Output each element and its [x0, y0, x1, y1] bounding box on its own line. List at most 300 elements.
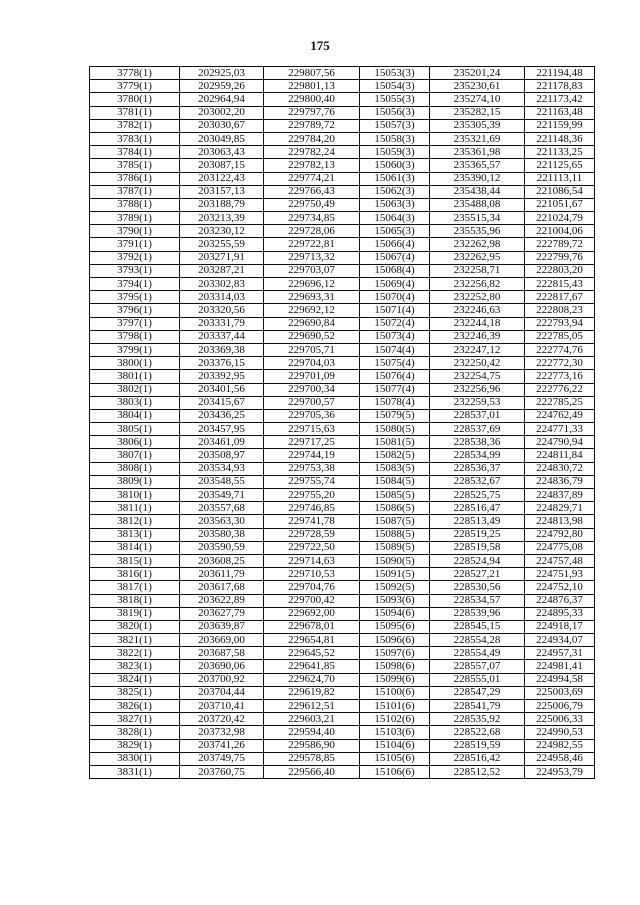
cell-point-id-right: 15083(5)	[360, 462, 430, 475]
cell-y-right: 221159,99	[525, 119, 595, 132]
cell-y-right: 222815,43	[525, 278, 595, 291]
cell-y-left: 229701,09	[264, 370, 360, 383]
cell-point-id-left: 3783(1)	[90, 132, 180, 145]
cell-x-left: 203627,79	[180, 607, 264, 620]
cell-x-right: 228537,69	[430, 423, 525, 436]
cell-y-left: 229746,85	[264, 502, 360, 515]
table-row	[90, 343, 595, 356]
cell-y-left: 229797,76	[264, 106, 360, 119]
cell-y-right: 221173,42	[525, 93, 595, 106]
cell-y-left: 229755,20	[264, 489, 360, 502]
cell-x-right: 235365,57	[430, 159, 525, 172]
cell-y-right: 221133,25	[525, 146, 595, 159]
cell-x-right: 228554,28	[430, 634, 525, 647]
cell-y-right: 221163,48	[525, 106, 595, 119]
table-row	[90, 291, 595, 304]
cell-y-right: 221024,79	[525, 212, 595, 225]
cell-point-id-left: 3800(1)	[90, 357, 180, 370]
cell-point-id-right: 15067(4)	[360, 251, 430, 264]
cell-y-right: 224918,17	[525, 620, 595, 633]
cell-x-right: 232258,71	[430, 264, 525, 277]
cell-x-left: 202964,94	[180, 93, 264, 106]
cell-x-right: 228512,52	[430, 765, 525, 778]
cell-point-id-left: 3787(1)	[90, 185, 180, 198]
table-row	[90, 370, 595, 383]
cell-x-right: 228513,49	[430, 515, 525, 528]
cell-y-right: 224811,84	[525, 449, 595, 462]
cell-y-right: 222785,25	[525, 396, 595, 409]
cell-x-left: 203580,38	[180, 528, 264, 541]
cell-x-right: 235361,98	[430, 146, 525, 159]
cell-x-left: 203157,13	[180, 185, 264, 198]
cell-point-id-left: 3795(1)	[90, 291, 180, 304]
cell-point-id-right: 15058(3)	[360, 132, 430, 145]
cell-y-left: 229766,43	[264, 185, 360, 198]
cell-x-right: 228516,47	[430, 502, 525, 515]
cell-y-right: 221051,67	[525, 198, 595, 211]
cell-y-right: 221086,54	[525, 185, 595, 198]
cell-point-id-right: 15054(3)	[360, 80, 430, 93]
cell-x-left: 203534,93	[180, 462, 264, 475]
cell-x-left: 203401,56	[180, 383, 264, 396]
cell-point-id-right: 15104(6)	[360, 739, 430, 752]
table-row	[90, 660, 595, 673]
cell-point-id-right: 15103(6)	[360, 726, 430, 739]
cell-point-id-right: 15081(5)	[360, 436, 430, 449]
cell-x-right: 228516,42	[430, 752, 525, 765]
cell-point-id-left: 3824(1)	[90, 673, 180, 686]
table-row	[90, 726, 595, 739]
table-row	[90, 159, 595, 172]
cell-y-left: 229645,52	[264, 647, 360, 660]
cell-point-id-left: 3813(1)	[90, 528, 180, 541]
table-row	[90, 304, 595, 317]
table-row	[90, 713, 595, 726]
cell-x-right: 235390,12	[430, 172, 525, 185]
cell-y-left: 229774,21	[264, 172, 360, 185]
cell-x-left: 203508,97	[180, 449, 264, 462]
cell-point-id-right: 15087(5)	[360, 515, 430, 528]
cell-x-left: 203392,95	[180, 370, 264, 383]
cell-x-right: 232254,75	[430, 370, 525, 383]
cell-x-left: 203331,79	[180, 317, 264, 330]
cell-x-right: 235201,24	[430, 67, 525, 80]
cell-x-right: 232246,39	[430, 330, 525, 343]
cell-point-id-right: 15106(6)	[360, 765, 430, 778]
cell-point-id-left: 3814(1)	[90, 541, 180, 554]
table-row	[90, 475, 595, 488]
table-row	[90, 80, 595, 93]
cell-y-left: 229734,85	[264, 212, 360, 225]
table-row	[90, 185, 595, 198]
cell-point-id-left: 3804(1)	[90, 409, 180, 422]
cell-x-left: 203622,89	[180, 594, 264, 607]
cell-x-left: 203287,21	[180, 264, 264, 277]
cell-x-right: 232256,96	[430, 383, 525, 396]
page-number: 175	[310, 38, 330, 53]
cell-x-right: 232247,12	[430, 343, 525, 356]
cell-point-id-left: 3830(1)	[90, 752, 180, 765]
cell-point-id-left: 3828(1)	[90, 726, 180, 739]
cell-x-right: 228547,29	[430, 686, 525, 699]
cell-point-id-right: 15088(5)	[360, 528, 430, 541]
cell-x-right: 235305,39	[430, 119, 525, 132]
cell-y-right: 224876,37	[525, 594, 595, 607]
cell-x-left: 203302,83	[180, 278, 264, 291]
cell-y-left: 229744,19	[264, 449, 360, 462]
cell-point-id-right: 15068(4)	[360, 264, 430, 277]
cell-x-left: 203690,06	[180, 660, 264, 673]
cell-y-right: 222773,16	[525, 370, 595, 383]
cell-y-right: 224752,10	[525, 581, 595, 594]
cell-y-left: 229722,50	[264, 541, 360, 554]
cell-y-left: 229654,81	[264, 634, 360, 647]
cell-y-left: 229728,06	[264, 225, 360, 238]
table-row	[90, 554, 595, 567]
cell-y-left: 229715,63	[264, 423, 360, 436]
cell-point-id-right: 15074(4)	[360, 343, 430, 356]
cell-x-left: 203710,41	[180, 700, 264, 713]
cell-point-id-left: 3819(1)	[90, 607, 180, 620]
cell-point-id-left: 3807(1)	[90, 449, 180, 462]
cell-x-right: 235488,08	[430, 198, 525, 211]
cell-x-right: 228536,37	[430, 462, 525, 475]
cell-y-right: 224757,48	[525, 554, 595, 567]
table-row	[90, 251, 595, 264]
cell-point-id-left: 3786(1)	[90, 172, 180, 185]
cell-y-right: 224762,49	[525, 409, 595, 422]
cell-point-id-right: 15098(6)	[360, 660, 430, 673]
cell-x-left: 203314,03	[180, 291, 264, 304]
cell-point-id-left: 3779(1)	[90, 80, 180, 93]
cell-y-left: 229782,13	[264, 159, 360, 172]
cell-point-id-right: 15063(3)	[360, 198, 430, 211]
cell-x-left: 203669,00	[180, 634, 264, 647]
cell-point-id-right: 15091(5)	[360, 568, 430, 581]
cell-point-id-left: 3810(1)	[90, 489, 180, 502]
cell-y-left: 229700,34	[264, 383, 360, 396]
cell-point-id-right: 15089(5)	[360, 541, 430, 554]
cell-x-left: 203122,43	[180, 172, 264, 185]
cell-point-id-left: 3803(1)	[90, 396, 180, 409]
table-row	[90, 739, 595, 752]
table-row	[90, 607, 595, 620]
cell-y-left: 229704,76	[264, 581, 360, 594]
cell-x-left: 203557,68	[180, 502, 264, 515]
cell-x-left: 203457,95	[180, 423, 264, 436]
cell-x-right: 228530,56	[430, 581, 525, 594]
table-row	[90, 396, 595, 409]
cell-x-right: 232259,53	[430, 396, 525, 409]
coordinates-table	[89, 66, 595, 779]
cell-x-right: 228539,96	[430, 607, 525, 620]
cell-point-id-right: 15059(3)	[360, 146, 430, 159]
cell-point-id-left: 3802(1)	[90, 383, 180, 396]
cell-point-id-left: 3825(1)	[90, 686, 180, 699]
cell-x-left: 203030,67	[180, 119, 264, 132]
cell-point-id-right: 15085(5)	[360, 489, 430, 502]
cell-x-left: 203720,42	[180, 713, 264, 726]
table-row	[90, 225, 595, 238]
cell-x-right: 235438,44	[430, 185, 525, 198]
table-row	[90, 132, 595, 145]
table-row	[90, 594, 595, 607]
cell-y-left: 229705,36	[264, 409, 360, 422]
cell-point-id-right: 15100(6)	[360, 686, 430, 699]
cell-x-left: 203049,85	[180, 132, 264, 145]
coordinates-table-body	[90, 67, 595, 779]
table-row	[90, 93, 595, 106]
cell-point-id-left: 3784(1)	[90, 146, 180, 159]
cell-x-right: 232262,95	[430, 251, 525, 264]
cell-point-id-left: 3811(1)	[90, 502, 180, 515]
cell-x-left: 203741,26	[180, 739, 264, 752]
cell-point-id-right: 15079(5)	[360, 409, 430, 422]
cell-x-left: 202925,03	[180, 67, 264, 80]
cell-y-left: 229801,13	[264, 80, 360, 93]
cell-y-left: 229612,51	[264, 700, 360, 713]
cell-y-right: 224790,94	[525, 436, 595, 449]
cell-point-id-left: 3785(1)	[90, 159, 180, 172]
cell-x-left: 203255,59	[180, 238, 264, 251]
cell-point-id-left: 3791(1)	[90, 238, 180, 251]
cell-point-id-right: 15096(6)	[360, 634, 430, 647]
cell-x-right: 235274,10	[430, 93, 525, 106]
cell-y-left: 229703,07	[264, 264, 360, 277]
cell-point-id-left: 3793(1)	[90, 264, 180, 277]
cell-point-id-right: 15077(4)	[360, 383, 430, 396]
cell-y-left: 229807,56	[264, 67, 360, 80]
cell-x-right: 228554,49	[430, 647, 525, 660]
cell-point-id-right: 15080(5)	[360, 423, 430, 436]
cell-y-right: 224981,41	[525, 660, 595, 673]
cell-y-left: 229789,72	[264, 119, 360, 132]
cell-x-right: 235321,69	[430, 132, 525, 145]
cell-y-left: 229578,85	[264, 752, 360, 765]
cell-point-id-left: 3789(1)	[90, 212, 180, 225]
cell-point-id-left: 3818(1)	[90, 594, 180, 607]
cell-y-left: 229704,03	[264, 357, 360, 370]
cell-y-right: 225006,79	[525, 700, 595, 713]
cell-point-id-left: 3801(1)	[90, 370, 180, 383]
cell-y-right: 222799,76	[525, 251, 595, 264]
table-row	[90, 489, 595, 502]
cell-point-id-left: 3781(1)	[90, 106, 180, 119]
cell-x-right: 232244,18	[430, 317, 525, 330]
table-row	[90, 278, 595, 291]
cell-point-id-left: 3822(1)	[90, 647, 180, 660]
cell-y-left: 229800,40	[264, 93, 360, 106]
cell-point-id-left: 3816(1)	[90, 568, 180, 581]
cell-x-left: 203700,92	[180, 673, 264, 686]
cell-y-left: 229741,78	[264, 515, 360, 528]
cell-point-id-right: 15060(3)	[360, 159, 430, 172]
cell-point-id-left: 3782(1)	[90, 119, 180, 132]
cell-point-id-right: 15055(3)	[360, 93, 430, 106]
cell-point-id-right: 15069(4)	[360, 278, 430, 291]
cell-y-right: 222789,72	[525, 238, 595, 251]
cell-x-right: 228537,01	[430, 409, 525, 422]
cell-point-id-right: 15086(5)	[360, 502, 430, 515]
cell-point-id-right: 15078(4)	[360, 396, 430, 409]
cell-x-left: 203213,39	[180, 212, 264, 225]
cell-y-left: 229619,82	[264, 686, 360, 699]
cell-x-right: 228524,94	[430, 554, 525, 567]
table-row	[90, 357, 595, 370]
cell-x-left: 203617,68	[180, 581, 264, 594]
cell-y-right: 224895,33	[525, 607, 595, 620]
cell-x-left: 203415,67	[180, 396, 264, 409]
table-row	[90, 423, 595, 436]
cell-y-left: 229700,42	[264, 594, 360, 607]
cell-point-id-right: 15084(5)	[360, 475, 430, 488]
cell-y-right: 222817,67	[525, 291, 595, 304]
cell-x-left: 203549,71	[180, 489, 264, 502]
table-row	[90, 568, 595, 581]
cell-point-id-right: 15064(3)	[360, 212, 430, 225]
table-row	[90, 436, 595, 449]
cell-y-left: 229678,01	[264, 620, 360, 633]
cell-y-right: 222772,30	[525, 357, 595, 370]
cell-x-right: 235230,61	[430, 80, 525, 93]
cell-x-left: 203337,44	[180, 330, 264, 343]
table-row	[90, 449, 595, 462]
cell-x-right: 228538,36	[430, 436, 525, 449]
cell-x-left: 203548,55	[180, 475, 264, 488]
cell-x-left: 203188,79	[180, 198, 264, 211]
cell-y-left: 229710,53	[264, 568, 360, 581]
table-row	[90, 634, 595, 647]
cell-y-right: 224994,58	[525, 673, 595, 686]
cell-y-right: 222774,76	[525, 343, 595, 356]
cell-point-id-left: 3794(1)	[90, 278, 180, 291]
cell-y-left: 229693,31	[264, 291, 360, 304]
cell-y-right: 224813,98	[525, 515, 595, 528]
table-row	[90, 106, 595, 119]
cell-y-right: 221004,06	[525, 225, 595, 238]
cell-y-right: 222803,20	[525, 264, 595, 277]
table-row	[90, 383, 595, 396]
cell-y-left: 229586,90	[264, 739, 360, 752]
cell-x-right: 232262,98	[430, 238, 525, 251]
cell-point-id-left: 3798(1)	[90, 330, 180, 343]
cell-point-id-left: 3799(1)	[90, 343, 180, 356]
cell-y-right: 224982,55	[525, 739, 595, 752]
cell-y-left: 229594,40	[264, 726, 360, 739]
cell-y-right: 222776,22	[525, 383, 595, 396]
table-row	[90, 502, 595, 515]
cell-point-id-left: 3821(1)	[90, 634, 180, 647]
cell-point-id-right: 15092(5)	[360, 581, 430, 594]
cell-point-id-left: 3778(1)	[90, 67, 180, 80]
cell-x-left: 203590,59	[180, 541, 264, 554]
cell-y-right: 224792,80	[525, 528, 595, 541]
cell-x-right: 228522,68	[430, 726, 525, 739]
cell-point-id-left: 3823(1)	[90, 660, 180, 673]
cell-y-right: 225003,69	[525, 686, 595, 699]
cell-y-right: 224771,33	[525, 423, 595, 436]
cell-x-left: 203611,79	[180, 568, 264, 581]
cell-point-id-left: 3827(1)	[90, 713, 180, 726]
cell-x-left: 203760,75	[180, 765, 264, 778]
cell-y-left: 229692,12	[264, 304, 360, 317]
table-row	[90, 330, 595, 343]
cell-y-left: 229722,81	[264, 238, 360, 251]
cell-point-id-right: 15053(3)	[360, 67, 430, 80]
table-row	[90, 462, 595, 475]
cell-point-id-right: 15072(4)	[360, 317, 430, 330]
cell-x-left: 203732,98	[180, 726, 264, 739]
table-row	[90, 686, 595, 699]
cell-point-id-right: 15094(6)	[360, 607, 430, 620]
cell-point-id-left: 3790(1)	[90, 225, 180, 238]
cell-y-right: 225006,33	[525, 713, 595, 726]
cell-point-id-left: 3808(1)	[90, 462, 180, 475]
cell-x-right: 228555,01	[430, 673, 525, 686]
cell-y-left: 229696,12	[264, 278, 360, 291]
table-row	[90, 528, 595, 541]
cell-y-left: 229603,21	[264, 713, 360, 726]
cell-x-right: 228541,79	[430, 700, 525, 713]
cell-y-right: 222808,23	[525, 304, 595, 317]
cell-x-right: 228532,67	[430, 475, 525, 488]
cell-y-right: 221113,11	[525, 172, 595, 185]
cell-x-right: 228519,59	[430, 739, 525, 752]
cell-y-right: 221178,83	[525, 80, 595, 93]
cell-point-id-left: 3826(1)	[90, 700, 180, 713]
cell-x-left: 203002,20	[180, 106, 264, 119]
cell-point-id-left: 3792(1)	[90, 251, 180, 264]
cell-point-id-right: 15066(4)	[360, 238, 430, 251]
cell-y-left: 229700,57	[264, 396, 360, 409]
cell-x-right: 232256,82	[430, 278, 525, 291]
table-row	[90, 673, 595, 686]
cell-point-id-right: 15071(4)	[360, 304, 430, 317]
cell-point-id-right: 15082(5)	[360, 449, 430, 462]
cell-y-right: 224836,79	[525, 475, 595, 488]
cell-x-right: 228534,57	[430, 594, 525, 607]
table-row	[90, 198, 595, 211]
cell-x-left: 203608,25	[180, 554, 264, 567]
cell-y-left: 229784,20	[264, 132, 360, 145]
cell-point-id-left: 3817(1)	[90, 581, 180, 594]
cell-y-left: 229705,71	[264, 343, 360, 356]
cell-x-left: 203271,91	[180, 251, 264, 264]
cell-point-id-right: 15076(4)	[360, 370, 430, 383]
cell-point-id-right: 15057(3)	[360, 119, 430, 132]
table-row	[90, 581, 595, 594]
table-row	[90, 238, 595, 251]
cell-y-right: 224953,79	[525, 765, 595, 778]
cell-point-id-left: 3788(1)	[90, 198, 180, 211]
cell-point-id-right: 15093(6)	[360, 594, 430, 607]
cell-point-id-right: 15095(6)	[360, 620, 430, 633]
cell-point-id-left: 3829(1)	[90, 739, 180, 752]
cell-y-left: 229641,85	[264, 660, 360, 673]
cell-point-id-left: 3806(1)	[90, 436, 180, 449]
cell-x-left: 203639,87	[180, 620, 264, 633]
cell-y-right: 224751,93	[525, 568, 595, 581]
table-row	[90, 700, 595, 713]
cell-point-id-left: 3831(1)	[90, 765, 180, 778]
cell-x-left: 203230,12	[180, 225, 264, 238]
cell-y-right: 224990,53	[525, 726, 595, 739]
table-row	[90, 172, 595, 185]
cell-x-right: 235515,34	[430, 212, 525, 225]
cell-y-right: 221194,48	[525, 67, 595, 80]
cell-x-right: 235535,96	[430, 225, 525, 238]
cell-point-id-right: 15065(3)	[360, 225, 430, 238]
